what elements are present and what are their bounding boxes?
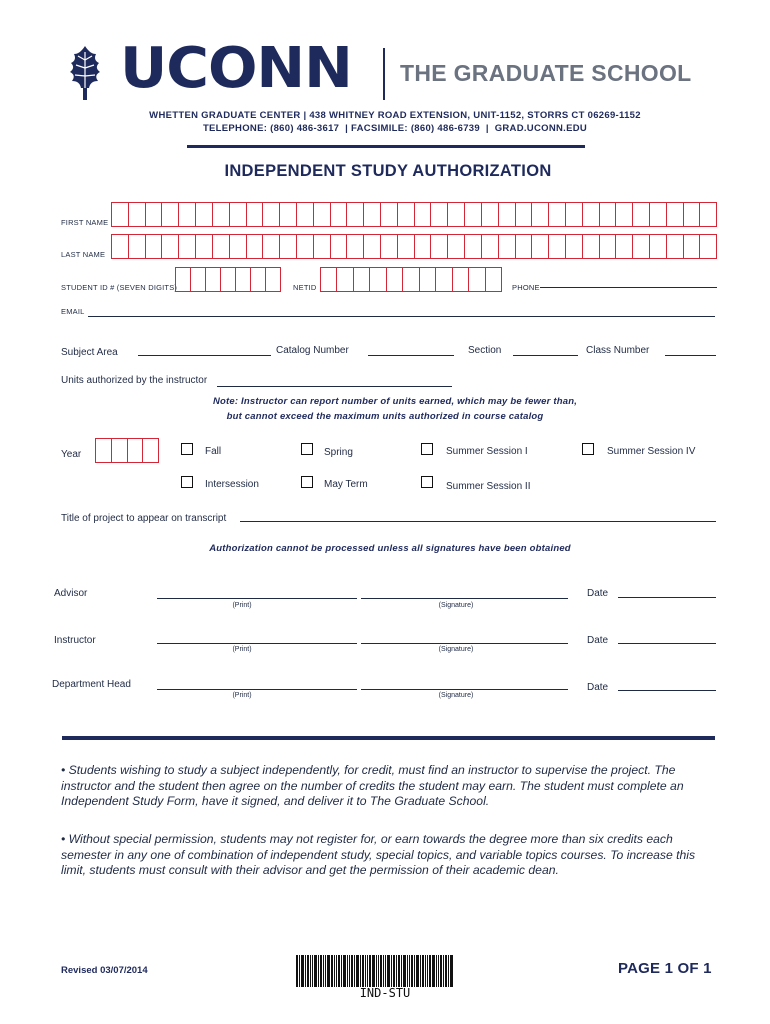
department-head-date-field[interactable] — [618, 690, 716, 691]
units-field[interactable] — [217, 386, 452, 387]
advisor-date-field[interactable] — [618, 597, 716, 598]
year-label: Year — [61, 449, 82, 460]
spring-checkbox[interactable] — [301, 443, 313, 455]
subject-area-field[interactable] — [138, 355, 271, 356]
page-number: PAGE 1 OF 1 — [618, 960, 712, 977]
revised-date: Revised 03/07/2014 — [61, 965, 148, 976]
summer-session-1-checkbox[interactable] — [421, 443, 433, 455]
section-separator — [62, 736, 715, 740]
units-note-line2: but cannot exceed the maximum units authorized in course catalog — [226, 411, 544, 422]
department-head-print-field[interactable] — [157, 689, 357, 690]
instruction-paragraph-1: • Students wishing to study a subject independently, for credit, must find an instructor to supervise the project. The instructor and the student then agree on the number of credits the student may earn. The student must complete an Independent Study Form, have it signed, and deliver it to The Graduate School. — [61, 763, 684, 808]
units-note-line1: Note: Instructor can report number of units earned, which may be fewer than, — [212, 396, 578, 407]
address-line: WHETTEN GRADUATE CENTER | 438 WHITNEY ROAD EXTENSION, UNIT-1152, STORRS CT 06269-1152 — [149, 110, 641, 121]
department-head-signature-field[interactable] — [361, 689, 568, 690]
catalog-number-field[interactable] — [368, 355, 454, 356]
advisor-date-label: Date — [587, 588, 609, 599]
department-head-print-hint: (Print) — [232, 692, 252, 699]
instructor-print-hint: (Print) — [232, 646, 252, 653]
summer-session-4-label: Summer Session IV — [607, 446, 696, 457]
netid-boxes[interactable] — [320, 267, 502, 292]
may-term-label: May Term — [324, 479, 368, 490]
instructor-date-label: Date — [587, 635, 609, 646]
school-name: THE GRADUATE SCHOOL — [400, 60, 692, 86]
summer-session-2-label: Summer Session II — [446, 481, 531, 492]
instructor-print-field[interactable] — [157, 643, 357, 644]
section-field[interactable] — [513, 355, 578, 356]
instructor-signature-field[interactable] — [361, 643, 568, 644]
fall-label: Fall — [205, 446, 222, 457]
intersession-label: Intersession — [205, 479, 259, 490]
signatures-note: Authorization cannot be processed unless all signatures have been obtained — [209, 543, 571, 554]
oak-leaf-icon — [58, 44, 112, 102]
intersession-checkbox[interactable] — [181, 476, 193, 488]
barcode-text: IND-STU — [359, 986, 411, 1000]
summer-session-2-checkbox[interactable] — [421, 476, 433, 488]
student-id-label: STUDENT ID # (SEVEN DIGITS) — [61, 283, 178, 292]
netid-label: NETID — [293, 283, 317, 292]
department-head-label: Department Head — [52, 679, 131, 690]
department-head-signature-hint: (Signature) — [438, 692, 474, 699]
fall-checkbox[interactable] — [181, 443, 193, 455]
barcode-image — [296, 955, 476, 987]
advisor-print-hint: (Print) — [232, 602, 252, 609]
uconn-logo — [58, 36, 378, 102]
section-label: Section — [468, 345, 502, 356]
spring-label: Spring — [324, 447, 353, 458]
contact-line: TELEPHONE: (860) 486-3617 | FACSIMILE: (860) 486-6739 | GRAD.UCONN.EDU — [202, 123, 588, 134]
header-rule — [187, 145, 585, 148]
project-title-label: Title of project to appear on transcript — [61, 513, 227, 524]
university-wordmark: UCONN — [120, 36, 352, 101]
department-head-date-label: Date — [587, 682, 609, 693]
email-field[interactable] — [88, 316, 715, 317]
instructor-date-field[interactable] — [618, 643, 716, 644]
last-name-boxes[interactable] — [111, 234, 717, 259]
may-term-checkbox[interactable] — [301, 476, 313, 488]
header-divider — [383, 48, 385, 100]
advisor-print-field[interactable] — [157, 598, 357, 599]
units-label: Units authorized by the instructor — [61, 375, 208, 386]
email-label: EMAIL — [61, 307, 85, 316]
subject-area-label: Subject Area — [61, 347, 118, 358]
year-boxes[interactable] — [95, 438, 159, 463]
instructor-label: Instructor — [54, 635, 96, 646]
class-number-label: Class Number — [586, 345, 650, 356]
class-number-field[interactable] — [665, 355, 716, 356]
summer-session-4-checkbox[interactable] — [582, 443, 594, 455]
advisor-signature-field[interactable] — [361, 598, 568, 599]
catalog-number-label: Catalog Number — [276, 345, 349, 356]
form-title: INDEPENDENT STUDY AUTHORIZATION — [224, 162, 552, 180]
last-name-label: LAST NAME — [61, 250, 106, 259]
project-title-field[interactable] — [240, 521, 716, 522]
advisor-signature-hint: (Signature) — [438, 602, 474, 609]
summer-session-1-label: Summer Session I — [446, 446, 528, 457]
phone-label: PHONE — [512, 283, 540, 292]
advisor-label: Advisor — [54, 588, 88, 599]
instruction-paragraph-2: • Without special permission, students may not register for, or earn towards the degree more than six credits each semester in any one of combination of independent study, special topics, and variable topics courses. To increase this limit, students must consult with their advisor and get the permission of their academic dean. — [61, 832, 696, 877]
phone-field[interactable] — [540, 287, 717, 288]
first-name-boxes[interactable] — [111, 202, 717, 227]
first-name-label: FIRST NAME — [61, 218, 109, 227]
instructor-signature-hint: (Signature) — [438, 646, 474, 653]
student-id-boxes[interactable] — [175, 267, 281, 292]
